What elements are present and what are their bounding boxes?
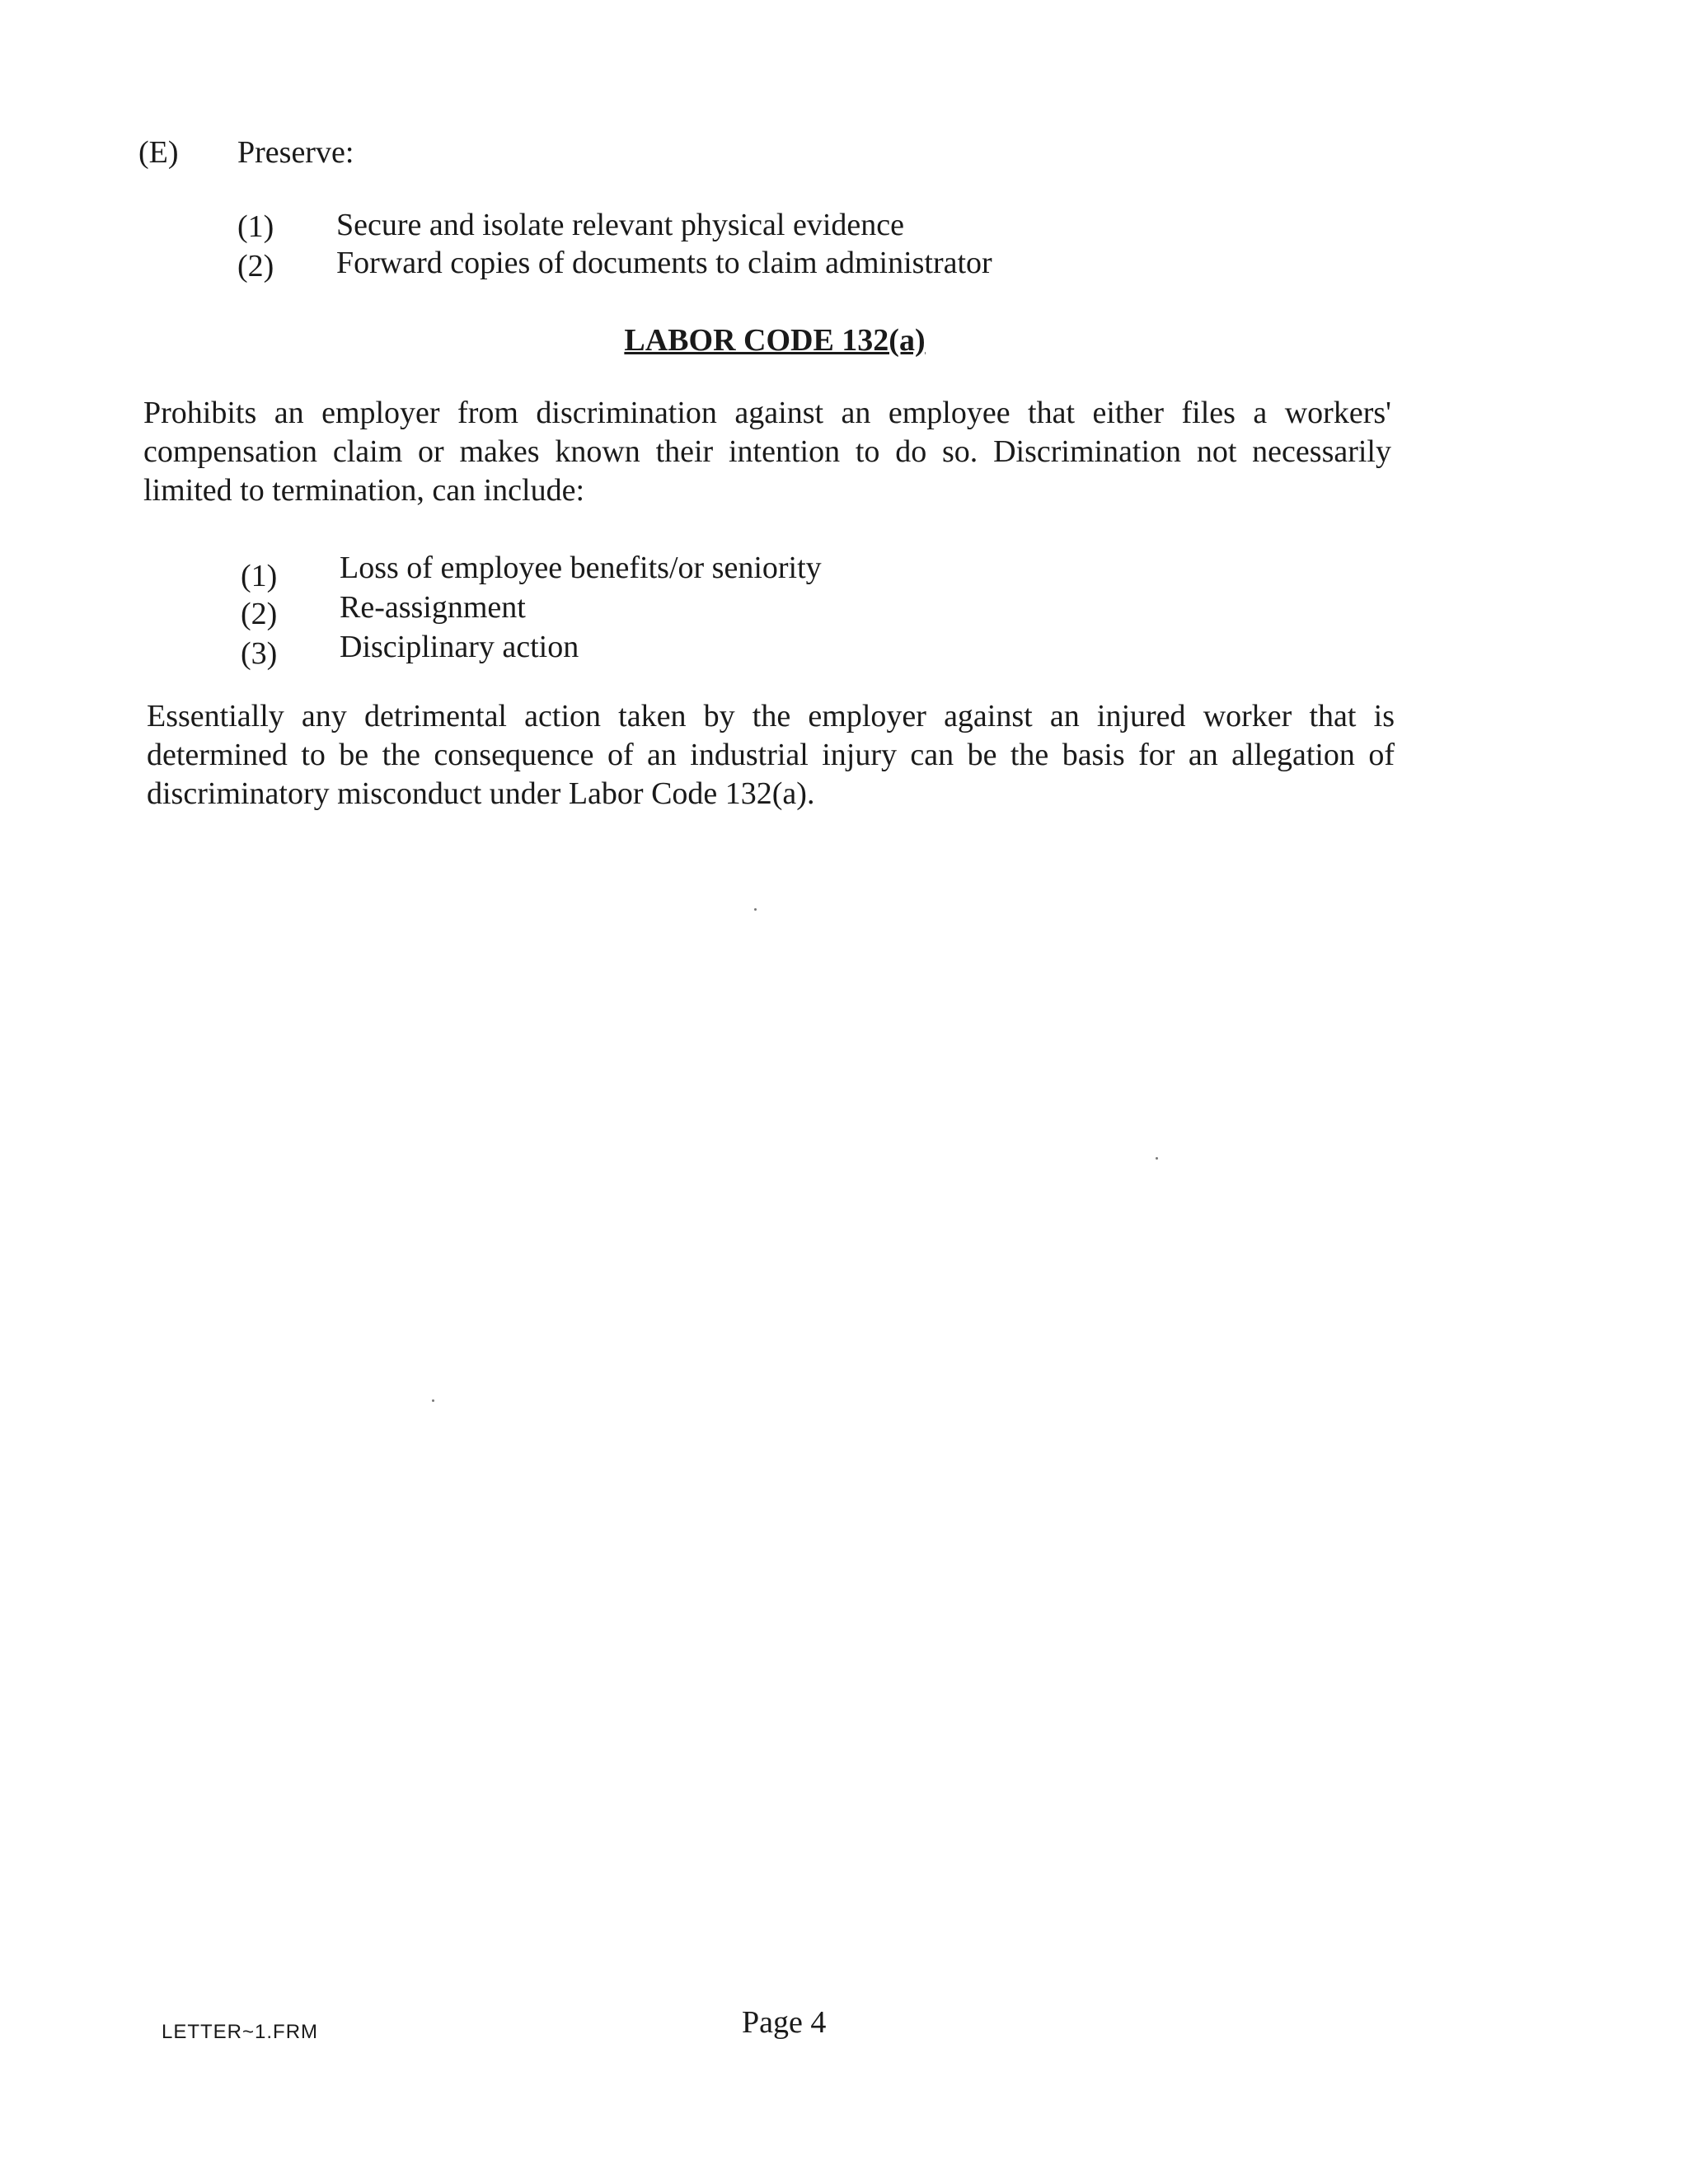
- labor-code-item-2-num: (2): [241, 597, 278, 631]
- scan-speck: [1156, 1157, 1158, 1160]
- labor-code-conclusion-paragraph: Essentially any detrimental action taken by the employer against an injured worker that is determined to be the consequence of an industrial injury can be the basis for an allegation of discriminatory misconduct under Labor Code 132(a).: [147, 699, 1395, 811]
- section-e-item-2-text: Forward copies of documents to claim administrator: [336, 246, 992, 280]
- section-e-item-1-text: Secure and isolate relevant physical evidence: [336, 208, 904, 242]
- labor-code-item-3-text: Disciplinary action: [340, 630, 579, 664]
- labor-code-item-2-text: Re-assignment: [340, 590, 526, 625]
- labor-code-intro-paragraph: Prohibits an employer from discrimination against an employee that either files a workers' compensation claim or makes known their intention to do so. Discrimination not necessarily limited to termination, can include:: [143, 396, 1391, 508]
- section-e-item-1-num: (1): [237, 209, 274, 244]
- footer-page-number: Page 4: [742, 2005, 827, 2040]
- section-e-label: (E): [138, 135, 179, 170]
- section-e-item-2-num: (2): [237, 249, 274, 284]
- labor-code-item-1-text: Loss of employee benefits/or seniority: [340, 551, 822, 585]
- scan-speck: [432, 1399, 434, 1402]
- labor-code-heading: LABOR CODE 132(a): [624, 323, 926, 358]
- labor-code-item-3-num: (3): [241, 636, 278, 671]
- labor-code-item-1-num: (1): [241, 559, 278, 593]
- section-e-title: Preserve:: [237, 135, 354, 170]
- footer-file-name: LETTER~1.FRM: [162, 2021, 319, 2043]
- scan-speck: [754, 908, 757, 911]
